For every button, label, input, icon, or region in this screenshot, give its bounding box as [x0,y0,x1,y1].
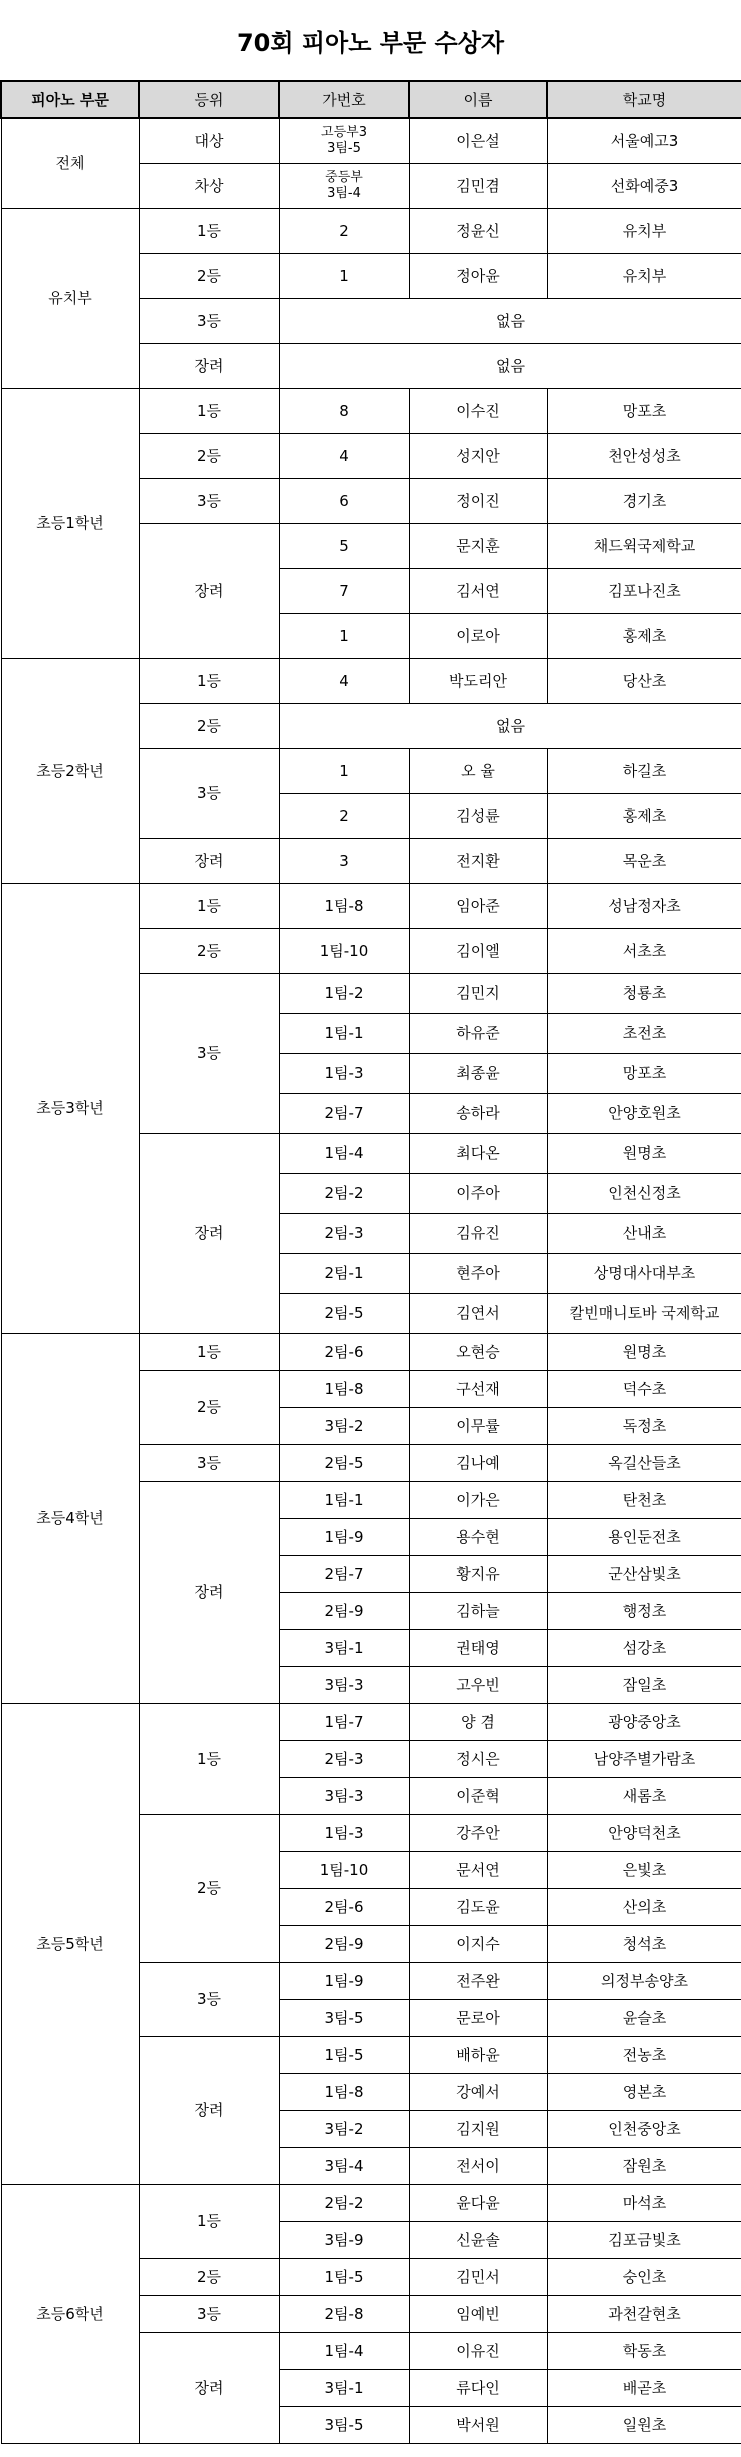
awards-body [1,118,741,2443]
entry-name: 김나예 [409,1444,547,1481]
entry-school: 과천갈현초 [547,2295,741,2332]
entry-number: 2팀-6 [279,1333,409,1370]
entry-number: 고등부3 3팀-5 [279,118,409,163]
entry-name: 정아윤 [409,253,547,298]
entry-school: 유치부 [547,208,741,253]
division-cell: 초등1학년 [1,388,139,658]
table-row [1,883,741,928]
entry-name: 송하라 [409,1093,547,1133]
entry-number: 4 [279,433,409,478]
entry-number: 2 [279,208,409,253]
entry-number: 2팀-9 [279,1592,409,1629]
division-cell: 초등5학년 [1,1703,139,2184]
entry-name: 정시은 [409,1740,547,1777]
table-row [1,658,741,703]
entry-school: 숭인초 [547,2258,741,2295]
division-cell: 초등2학년 [1,658,139,883]
entry-school: 옥길산들초 [547,1444,741,1481]
entry-name: 전주완 [409,1962,547,1999]
entry-number: 8 [279,388,409,433]
entry-name: 오현승 [409,1333,547,1370]
entry-name: 윤다윤 [409,2184,547,2221]
entry-school: 광양중앙초 [547,1703,741,1740]
entry-number: 3팀-4 [279,2147,409,2184]
entry-number: 중등부 3팀-4 [279,163,409,208]
entry-name: 이지수 [409,1925,547,1962]
header-number: 가번호 [279,81,409,118]
division-cell: 초등6학년 [1,2184,139,2443]
entry-number: 2팀-5 [279,1444,409,1481]
entry-name: 김이엘 [409,928,547,973]
entry-name: 김서연 [409,568,547,613]
entry-name: 신윤솔 [409,2221,547,2258]
entry-school: 산의초 [547,1888,741,1925]
entry-name: 김민겸 [409,163,547,208]
entry-number: 1팀-3 [279,1814,409,1851]
entry-school: 윤슬초 [547,1999,741,2036]
entry-school: 청룡초 [547,973,741,1013]
none-cell: 없음 [279,703,741,748]
entry-school: 전농초 [547,2036,741,2073]
entry-school: 은빛초 [547,1851,741,1888]
entry-number: 3팀-1 [279,1629,409,1666]
rank-cell: 차상 [139,163,279,208]
rank-cell: 장려 [139,838,279,883]
rank-cell: 2등 [139,253,279,298]
entry-name: 오 율 [409,748,547,793]
entry-name: 이수진 [409,388,547,433]
entry-name: 김성륜 [409,793,547,838]
entry-name: 문지훈 [409,523,547,568]
table-row [1,118,741,163]
entry-name: 김연서 [409,1293,547,1333]
entry-name: 박도리안 [409,658,547,703]
header-rank: 등위 [139,81,279,118]
entry-number: 2팀-3 [279,1213,409,1253]
entry-school: 새롬초 [547,1777,741,1814]
entry-number: 2팀-3 [279,1740,409,1777]
entry-school: 독정초 [547,1407,741,1444]
entry-school: 당산초 [547,658,741,703]
entry-school: 김포금빛초 [547,2221,741,2258]
entry-school: 서울예고3 [547,118,741,163]
entry-school: 원명초 [547,1333,741,1370]
entry-number: 1팀-8 [279,2073,409,2110]
entry-number: 3팀-9 [279,2221,409,2258]
entry-school: 마석초 [547,2184,741,2221]
entry-school: 서초초 [547,928,741,973]
entry-school: 학동초 [547,2332,741,2369]
entry-number: 2팀-8 [279,2295,409,2332]
entry-number: 1팀-10 [279,928,409,973]
entry-name: 이주아 [409,1173,547,1213]
entry-number: 3팀-2 [279,2110,409,2147]
rank-cell: 장려 [139,1481,279,1703]
entry-name: 문로아 [409,1999,547,2036]
entry-school: 망포초 [547,1053,741,1093]
entry-number: 1팀-5 [279,2036,409,2073]
division-cell: 초등4학년 [1,1333,139,1703]
entry-number: 1팀-7 [279,1703,409,1740]
entry-number: 2팀-2 [279,2184,409,2221]
entry-school: 김포나진초 [547,568,741,613]
entry-name: 강예서 [409,2073,547,2110]
rank-cell: 1등 [139,208,279,253]
entry-number: 1팀-1 [279,1013,409,1053]
rank-cell: 장려 [139,2332,279,2443]
entry-name: 김도윤 [409,1888,547,1925]
rank-cell: 2등 [139,703,279,748]
entry-school: 탄천초 [547,1481,741,1518]
rank-cell: 1등 [139,388,279,433]
entry-name: 용수현 [409,1518,547,1555]
entry-number: 1팀-3 [279,1053,409,1093]
entry-school: 영본초 [547,2073,741,2110]
entry-school: 초전초 [547,1013,741,1053]
entry-number: 2팀-7 [279,1555,409,1592]
rank-cell: 1등 [139,658,279,703]
table-row [1,388,741,433]
entry-number: 3팀-5 [279,1999,409,2036]
entry-school: 청석초 [547,1925,741,1962]
entry-school: 천안성성초 [547,433,741,478]
header-division: 피아노 부문 [1,81,139,118]
rank-cell: 3등 [139,748,279,838]
entry-name: 현주아 [409,1253,547,1293]
entry-name: 정윤신 [409,208,547,253]
entry-name: 성지안 [409,433,547,478]
entry-school: 행정초 [547,1592,741,1629]
rank-cell: 대상 [139,118,279,163]
rank-cell: 장려 [139,2036,279,2184]
header-name: 이름 [409,81,547,118]
entry-number: 1팀-8 [279,1370,409,1407]
rank-cell: 3등 [139,1962,279,2036]
entry-name: 김민지 [409,973,547,1013]
table-row [1,1703,741,1740]
entry-number: 1팀-5 [279,2258,409,2295]
division-cell: 초등3학년 [1,883,139,1333]
entry-school: 군산삼빛초 [547,1555,741,1592]
entry-name: 권태영 [409,1629,547,1666]
entry-number: 3팀-3 [279,1777,409,1814]
entry-name: 이유진 [409,2332,547,2369]
entry-school: 원명초 [547,1133,741,1173]
entry-number: 2 [279,793,409,838]
rank-cell: 1등 [139,883,279,928]
entry-number: 3 [279,838,409,883]
entry-school: 용인둔전초 [547,1518,741,1555]
entry-name: 이준혁 [409,1777,547,1814]
entry-name: 양 겸 [409,1703,547,1740]
entry-school: 산내초 [547,1213,741,1253]
entry-school: 홍제초 [547,613,741,658]
entry-number: 2팀-6 [279,1888,409,1925]
table-header-row [1,81,741,118]
entry-name: 황지유 [409,1555,547,1592]
entry-name: 최다온 [409,1133,547,1173]
rank-cell: 장려 [139,1133,279,1333]
entry-school: 선화예중3 [547,163,741,208]
entry-number: 1팀-1 [279,1481,409,1518]
division-cell: 전체 [1,118,139,208]
entry-name: 구선재 [409,1370,547,1407]
entry-number: 4 [279,658,409,703]
entry-school: 성남정자초 [547,883,741,928]
header-school: 학교명 [547,81,741,118]
entry-number: 1팀-9 [279,1518,409,1555]
entry-name: 김하늘 [409,1592,547,1629]
entry-name: 임아준 [409,883,547,928]
entry-school: 섬강초 [547,1629,741,1666]
entry-number: 1 [279,748,409,793]
entry-number: 1 [279,613,409,658]
entry-school: 의정부송양초 [547,1962,741,1999]
entry-school: 인천신정초 [547,1173,741,1213]
entry-school: 망포초 [547,388,741,433]
division-cell: 유치부 [1,208,139,388]
rank-cell: 1등 [139,1703,279,1814]
entry-school: 안양덕천초 [547,1814,741,1851]
entry-name: 이무률 [409,1407,547,1444]
entry-number: 2팀-9 [279,1925,409,1962]
entry-name: 김민서 [409,2258,547,2295]
rank-cell: 2등 [139,928,279,973]
entry-school: 칼빈매니토바 국제학교 [547,1293,741,1333]
entry-school: 잠일초 [547,1666,741,1703]
page-title: 70회 피아노 부문 수상자 [236,28,505,57]
entry-number: 1팀-4 [279,2332,409,2369]
entry-school: 홍제초 [547,793,741,838]
rank-cell: 2등 [139,433,279,478]
entry-name: 박서원 [409,2406,547,2443]
entry-school: 목운초 [547,838,741,883]
table-row [1,1333,741,1370]
table-row [1,208,741,253]
entry-school: 채드윅국제학교 [547,523,741,568]
entry-number: 6 [279,478,409,523]
rank-cell: 3등 [139,298,279,343]
rank-cell: 1등 [139,2184,279,2258]
entry-name: 전서이 [409,2147,547,2184]
entry-number: 2팀-1 [279,1253,409,1293]
rank-cell: 장려 [139,523,279,658]
rank-cell: 2등 [139,1370,279,1444]
entry-school: 유치부 [547,253,741,298]
entry-number: 3팀-2 [279,1407,409,1444]
entry-name: 김유진 [409,1213,547,1253]
rank-cell: 1등 [139,1333,279,1370]
entry-name: 이은설 [409,118,547,163]
entry-number: 1팀-8 [279,883,409,928]
entry-school: 하길초 [547,748,741,793]
rank-cell: 2등 [139,1814,279,1962]
entry-school: 경기초 [547,478,741,523]
entry-number: 1팀-4 [279,1133,409,1173]
entry-number: 1팀-9 [279,1962,409,1999]
entry-school: 잠원초 [547,2147,741,2184]
entry-school: 상명대사대부초 [547,1253,741,1293]
entry-number: 1팀-10 [279,1851,409,1888]
entry-name: 최종윤 [409,1053,547,1093]
rank-cell: 3등 [139,1444,279,1481]
entry-number: 2팀-7 [279,1093,409,1133]
entry-school: 안양호원초 [547,1093,741,1133]
entry-school: 배곧초 [547,2369,741,2406]
entry-number: 3팀-3 [279,1666,409,1703]
none-cell: 없음 [279,343,741,388]
entry-number: 3팀-5 [279,2406,409,2443]
entry-name: 배하윤 [409,2036,547,2073]
entry-name: 임예빈 [409,2295,547,2332]
rank-cell: 3등 [139,973,279,1133]
entry-name: 류다인 [409,2369,547,2406]
entry-name: 이가은 [409,1481,547,1518]
entry-name: 고우빈 [409,1666,547,1703]
entry-school: 일원초 [547,2406,741,2443]
entry-name: 김지원 [409,2110,547,2147]
entry-school: 인천중앙초 [547,2110,741,2147]
entry-number: 2팀-5 [279,1293,409,1333]
rank-cell: 장려 [139,343,279,388]
entry-number: 1팀-2 [279,973,409,1013]
entry-number: 7 [279,568,409,613]
rank-cell: 3등 [139,478,279,523]
entry-school: 덕수초 [547,1370,741,1407]
rank-cell: 3등 [139,2295,279,2332]
entry-name: 강주안 [409,1814,547,1851]
entry-name: 문서연 [409,1851,547,1888]
entry-name: 전지환 [409,838,547,883]
entry-number: 3팀-1 [279,2369,409,2406]
entry-number: 1 [279,253,409,298]
awards-table [0,80,741,2444]
none-cell: 없음 [279,298,741,343]
entry-number: 5 [279,523,409,568]
table-row [1,2184,741,2221]
entry-name: 이로아 [409,613,547,658]
rank-cell: 2등 [139,2258,279,2295]
entry-number: 2팀-2 [279,1173,409,1213]
entry-school: 남양주별가람초 [547,1740,741,1777]
entry-name: 정이진 [409,478,547,523]
entry-name: 하유준 [409,1013,547,1053]
